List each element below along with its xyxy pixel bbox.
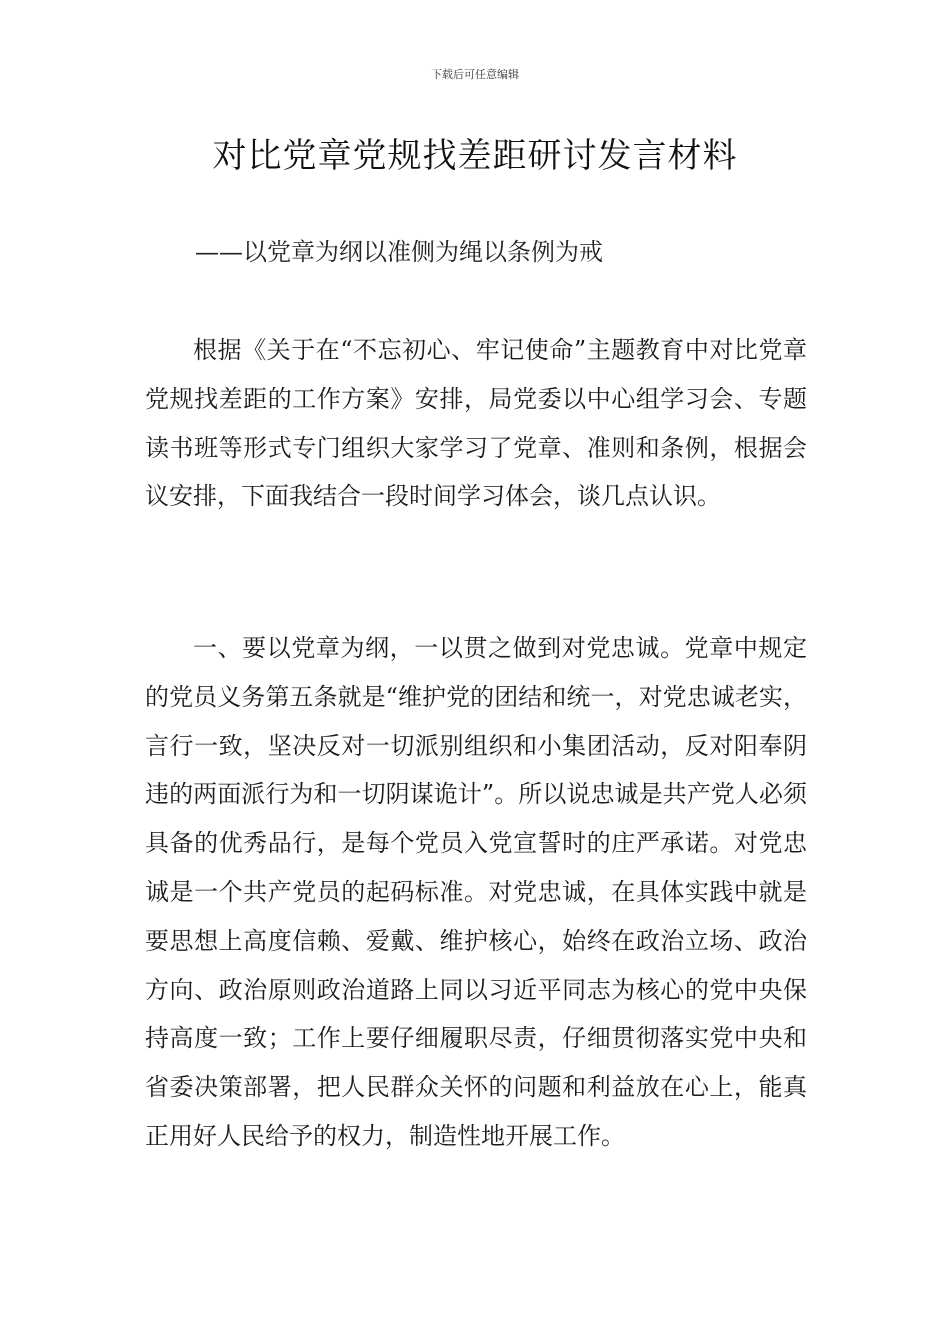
header-note: 下载后可任意编辑 xyxy=(431,68,519,81)
body-paragraph: 一、要以党章为纲，一以贯之做到对党忠诚。党章中规定的党员义务第五条就是“维护党的团结和统一，对党忠诚老实，言行一致，坚决反对一切派别组织和小集团活动，反对阳奉阴违的两面派行为和一切阴谋诡计”。所以说忠诚是共产党人必须具备的优秀品行，是每个党员入党宣誓时的庄严承诺。对党忠诚是一个共产党员的起码标准。对党忠诚，在具体实践中就是要思想上高度信赖、爱戴、维护核心，始终在政治立场、政治方向、政治原则政治道路上同以习近平同志为核心的党中央保持高度一致；工作上要仔细履职尽责，仔细贯彻落实党中央和省委决策部署，把人民群众关怀的问题和利益放在心上，能真正用好人民给予的权力，制造性地开展工作。 xyxy=(145,634,807,1150)
body-paragraph: 根据《关于在“不忘初心、牢记使命”主题教育中对比党章党规找差距的工作方案》安排，局党委以中心组学习会、专题读书班等形式专门组织大家学习了党章、准则和条例，根据会议安排，下面我结合一段时间学习体会，谈几点认识。 xyxy=(145,336,807,511)
document-title: 对比党章党规找差距研讨发言材料 xyxy=(212,136,738,176)
document-subtitle: ——以党章为纲以准侧为绳以条例为戒 xyxy=(195,238,603,266)
